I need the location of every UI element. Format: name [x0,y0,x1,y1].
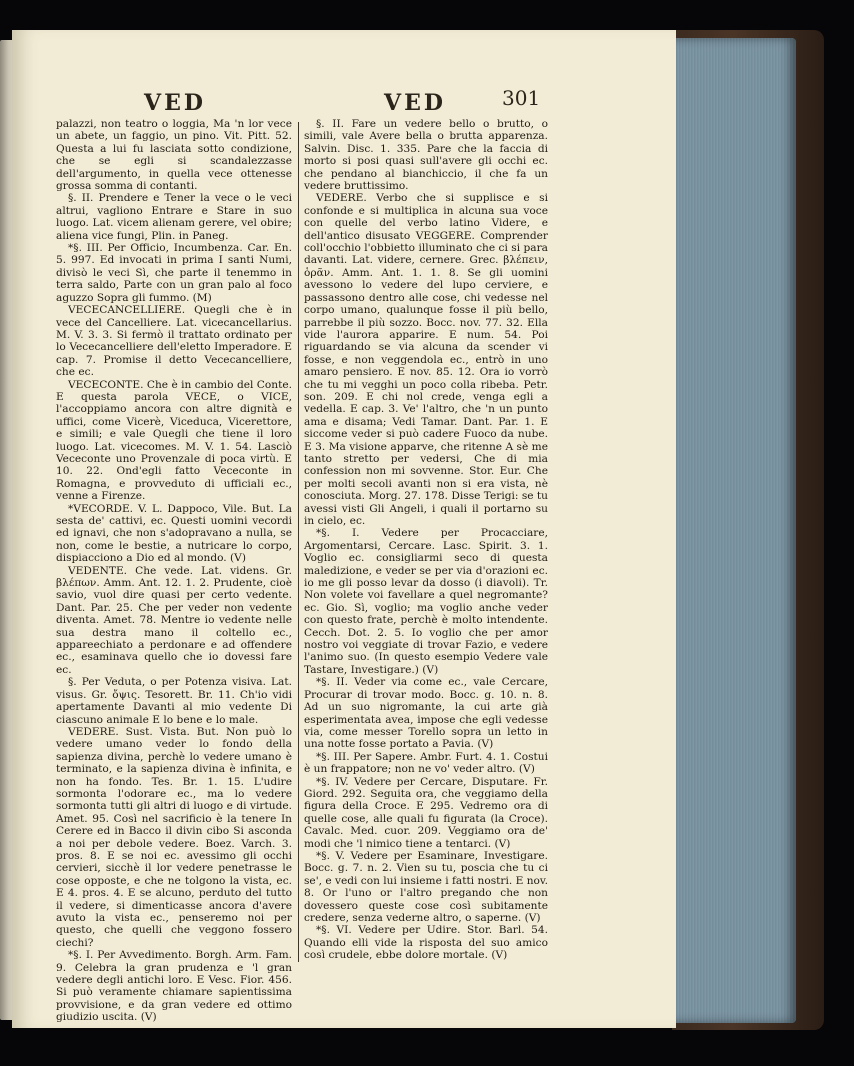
entry-paragraph: §. Per Veduta, o per Potenza visiva. Lat. visus. Gr. ὄψις. Tesorett. Br. 11. Ch'io vidi apertamente Davanti al mio vedente Di ciascuno animale E lo bene e lo male. [56,676,292,726]
running-header-right: VED [384,90,446,116]
entry-paragraph: *§. VI. Vedere per Udire. Stor. Barl. 54. Quando elli vide la risposta del suo amico così crudele, ebbe dolore mortale. (V) [304,924,548,962]
entry-paragraph: §. II. Fare un vedere bello o brutto, o simili, vale Avere bella o brutta apparenza. Salvin. Disc. 1. 335. Pare che la faccia di morto si posi quasi sull'avere gli occhi ec. che pendano al bianchiccio, il che fa un vedere bruttissimo. [304,118,548,193]
entry-paragraph: §. II. Prendere e Tener la vece o le veci altrui, vagliono Entrare e Stare in suo luogo. Lat. vicem alienam gerere, vel obire; aliena vice fungi, Plin. in Paneg. [56,192,292,242]
page-edges [672,38,796,1023]
entry-paragraph: *§. I. Vedere per Procacciare, Argomentarsi, Cercare. Lasc. Spirit. 3. 1. Voglio ec. consigliarmi seco di questa maledizione, e veder se per via d'orazioni ec. io me gli posso levar da dosso (i diavoli). Tr. Non volete voi favellare a quel negromante? ec. Gio. Sì, voglio; ma voglio anche veder con questo frate, perchè è molto intendente. Cecch. Dot. 2. 5. Io voglio che per amor nostro voi veggiate di trovar Fazio, e vedere l'animo suo. (In questo esempio Vedere vale Tastare, Investigare.) (V) [304,527,548,676]
entry-paragraph: *§. III. Per Officio, Incumbenza. Car. En. 5. 997. Ed invocati in prima I santi Numi, divisò le veci Sì, che parte il tenemmo in terra saldo, Parte con un gran palo al foco aguzzo Sopra gli fummo. (M) [56,242,292,304]
entry-paragraph: palazzi, non teatro o loggia, Ma 'n lor vece un abete, un faggio, un pino. Vit. Pitt. 52. Questa a lui fu lasciata sotto condizione, che se egli si scandalezzasse dell'argumento, in quella vece ottenesse grossa somma di contanti. [56,118,292,193]
entry-paragraph: *VECORDE. V. L. Dappoco, Vile. But. La sesta de' cattivi, ec. Questi uomini vecordi ed ignavi, che non s'adopravano a nulla, se non, come le bestie, a nutricare lo corpo, dispiacciono a Dio ed al mondo. (V) [56,502,292,565]
running-header-left: VED [144,90,206,116]
entry-paragraph: *§. IV. Vedere per Cercare, Disputare. Fr. Giord. 292. Seguita ora, che veggiamo della figura della Croce. E 295. Vedremo ora di quelle cose, alle quali fu figurata (la Croce). Cavalc. Med. cuor. 209. Veggiamo ora de' modi che 'l nimico tiene a tentarci. (V) [304,775,548,850]
entry-paragraph: VECECANCELLIERE. Quegli che è in vece del Cancelliere. Lat. vicecancellarius. M. V. 3. 3. Si fermò il trattato ordinato per lo Vececancelliere dell'eletto Imperadore. E cap. 7. Promise il detto Vececancelliere, che ec. [56,304,292,379]
book-page [12,30,676,1028]
entry-paragraph: *§. II. Veder via come ec., vale Cercare, Procurar di trovar modo. Bocc. g. 10. n. 8. Ad un suo nigromante, la cui arte già esperimentata avea, impose che egli vedesse via, come messer Torello sopra un letto in una notte fosse portato a Pavia. (V) [304,676,548,751]
column-divider [298,122,299,962]
entry-paragraph: *§. V. Vedere per Esaminare, Investigare. Bocc. g. 7. n. 2. Vien su tu, poscia che tu ci se', e vedi con lui insieme i fatti nostri. E nov. 8. Or l'uno or l'altro pregando che non dovessero queste cose così subitamente credere, senza vederne altro, o saperne. (V) [304,849,548,924]
entry-paragraph: VEDERE. Verbo che si supplisce e si confonde e si multiplica in alcuna sua voce con quelle del verbo latino Videre, e dell'antico disusato VEGGERE. Comprender coll'occhio l'obbietto illuminato che ci si para davanti. Lat. videre, cernere. Grec. βλέπειν, ὁρᾶν. Amm. Ant. 1. 1. 8. Se gli uomini avessono lo vedere del lupo cerviere, e passassono dentro alle cose, chi vedesse nel corpo umano, qualunque fosse il più bello, parrebbe il più sozzo. Bocc. nov. 77. 32. Ella vide l'aurora apparire. E num. 54. Poi riguardando se via alcuna da scender vi fosse, e non veggendola ec., entrò in uno amaro pensiero. E nov. 85. 12. Ora io vorrò che tu mi vegghi un poco colla ribeba. Petr. son. 209. E chi nol crede, venga egli a vedella. E cap. 3. Ve' l'altro, che 'n un punto ama e disama; Vedi Tamar. Dant. Par. 1. E siccome veder si può cadere Fuoco da nube. E 3. Ma visione apparve, che ritenne A sè me tanto stretto per vedersi, Che di mia confession non mi sovvenne. Stor. Eur. Che per molti secoli avanti non si era vista, nè conosciuta. Morg. 27. 178. Disse Terigi: se tu avessi visti Gli Angeli, i quali il portarno su in cielo, ec. [304,192,548,527]
left-column [56,118,292,1024]
entry-paragraph: *§. III. Per Sapere. Ambr. Furt. 4. 1. Costui è un frappatore; non ne vo' veder altro. (V) [304,750,548,776]
entry-paragraph: VEDENTE. Che vede. Lat. videns. Gr. βλέπων. Amm. Ant. 12. 1. 2. Prudente, cioè savio, vuol dire quasi per certo vedente. Dant. Par. 25. Che per veder non vedente diventa. Amet. 78. Mentre io vedente nelle sua destra mano il coltello ec., appareechiato a perdonare e ad offendere ec., esaminava quello che io dovessi fare ec. [56,564,292,676]
entry-paragraph: VEDERE. Sust. Vista. But. Non può lo vedere umano veder lo fondo della sapienza divina, perchè lo vedere umano è terminato, e la sapienza divina è infinita, e non ha fondo. Tes. Br. 1. 15. L'udire sormonta l'odorare ec., ma lo vedere sormonta tutti gli altri di luogo e di virtude. Amet. 95. Così nel sacrificio è la tenere In Cerere ed in Bacco il divin cibo Si asconda a noi per debole vedere. Boez. Varch. 3. pros. 8. E se noi ec. avessimo gli occhi cervieri, sicchè il lor vedere penetrasse le cose opposte, e che ne tolgono la vista, ec. E 4. pros. 4. E se alcuno, perduto del tutto il vedere, si dimenticasse ancora d'avere avuto la vista ec., penseremo noi per questo, che quelli che veggono fossero ciechi? [56,725,292,949]
page-number: 301 [502,86,541,110]
right-column [304,118,548,962]
entry-paragraph: *§. I. Per Avvedimento. Borgh. Arm. Fam. 9. Celebra la gran prudenza e 'l gran vedere degli antichi loro. E Vesc. Fior. 456. Si può veramente chiamare sapientissima provvisione, e da gran vedere ed ottimo giudizio uscita. (V) [56,949,292,1024]
entry-paragraph: VECECONTE. Che è in cambio del Conte. E questa parola VECE, o VICE, l'accoppiamo ancora con altre dignità e uffici, come Vicerè, Viceduca, Vicerettore, e simili; e vale Quegli che tiene il loro luogo. Lat. vicecomes. M. V. 1. 54. Lasciò Vececonte uno Provenzale di poca virtù. E 10. 22. Ond'egli fatto Vececonte in Romagna, e provveduto di ufficiali ec., venne a Firenze. [56,378,292,503]
